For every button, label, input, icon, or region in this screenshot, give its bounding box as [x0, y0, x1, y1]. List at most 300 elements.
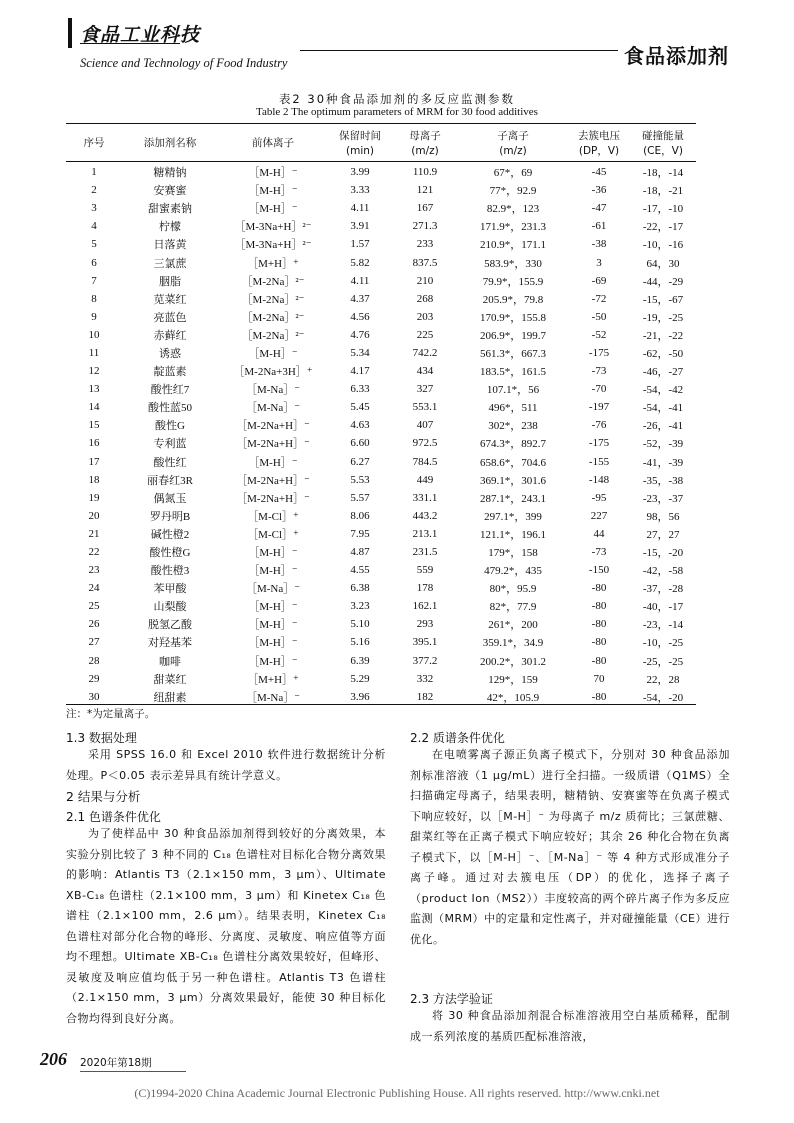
table-cell: 25 — [88, 600, 100, 613]
table-cell: 丽春红3R — [147, 474, 193, 487]
table-cell: -40，-17 — [642, 601, 684, 614]
table-cell: 434 — [416, 365, 434, 378]
table-body — [66, 163, 696, 706]
table-cell: 山梨酸 — [153, 601, 187, 614]
table-cell: 213.1 — [412, 527, 438, 540]
table-row — [66, 163, 696, 181]
table-cell: 107.1*，56 — [486, 384, 540, 397]
table-cell: ［M-H］⁻ — [248, 655, 298, 668]
table-cell: -72 — [591, 292, 607, 305]
table-cell: 210.9*，171.1 — [480, 239, 546, 252]
table-cell: 359.1*，34.9 — [482, 637, 544, 650]
table-cell: 206.9*，199.7 — [480, 329, 546, 342]
table-row — [66, 688, 696, 706]
table-cell: 酸性红7 — [150, 384, 190, 397]
table-cell: 205.9*，79.8 — [482, 293, 544, 306]
table-cell: 293 — [416, 618, 434, 631]
table-row — [66, 380, 696, 398]
table-cell: 28 — [88, 654, 100, 667]
table-cell: ［M-2Na］²⁻ — [241, 311, 305, 324]
table-cell: 80*，95.9 — [489, 583, 537, 596]
table-cell: -41，-39 — [642, 456, 684, 469]
table-cell: -80 — [591, 582, 607, 595]
table-cell: 5.57 — [350, 491, 370, 504]
footer-rule — [80, 1071, 186, 1072]
table-cell: 18 — [88, 473, 100, 486]
header-bar — [68, 18, 72, 48]
table-cell: 赤藓红 — [153, 329, 187, 342]
table-cell: 5 — [91, 238, 97, 251]
table-cell: 395.1 — [412, 636, 438, 649]
table-cell: ［M-H］⁻ — [248, 637, 298, 650]
table-cell: ［M-H］⁻ — [248, 547, 298, 560]
table-row — [66, 217, 696, 235]
table-cell: 柠檬 — [159, 221, 181, 234]
table-row — [66, 489, 696, 507]
table-cell: 17 — [88, 455, 100, 468]
table-cell: 22 — [88, 546, 100, 559]
table-cell: 369.1*，301.6 — [480, 474, 546, 487]
table-cell: 12 — [88, 365, 100, 378]
table-cell: -47 — [591, 202, 607, 215]
table-cell: 233 — [416, 238, 434, 251]
table-cell: 583.9*，330 — [484, 257, 542, 270]
table-cell: 3.33 — [350, 184, 370, 197]
table-cell: 4.56 — [350, 310, 370, 323]
table-cell: 苯甲酸 — [153, 583, 187, 596]
table-cell: ［M-Cl］⁺ — [247, 528, 299, 541]
table-cell: -45 — [591, 166, 607, 179]
table-cell: 3.23 — [350, 600, 370, 613]
table-row — [66, 453, 696, 471]
table-cell: -15，-67 — [642, 293, 684, 306]
table-cell: 日落黄 — [153, 239, 187, 252]
table-cell: ［M-3Na+H］²⁻ — [234, 221, 312, 234]
table-cell: 407 — [416, 419, 434, 432]
table-cell: ［M-H］⁻ — [248, 619, 298, 632]
column-header: 母离子 (m/z) — [409, 129, 441, 157]
column-header: 保留时间 (min) — [339, 129, 381, 157]
table-cell: 287.1*，243.1 — [480, 492, 546, 505]
table-cell: 110.9 — [412, 166, 438, 179]
table-header-row — [66, 124, 696, 163]
table-cell: 210 — [416, 274, 434, 287]
table-cell: 4.63 — [350, 419, 370, 432]
table-cell: 203 — [416, 310, 434, 323]
table-cell: 16 — [88, 437, 100, 450]
table-cell: 酸性蓝50 — [148, 402, 192, 415]
table-cell: -36 — [591, 184, 607, 197]
section-2-1-text: 为了使样品中 30 种食品添加剂得到较好的分离效果，本实验分别比较了 3 种不同的 C₁₈ 色谱柱对目标化合物分离效果的影响：Atlantis T3（2.1×150 mm，3 μm）、Ultimate XB-C₁₈ 色谱柱（2.1×100 mm，3 μm）和 Kinetex C₁₈ 色谱柱（2.1×100 mm，2.6 μm）。结果表明，Kinetex C₁₈ 色谱柱对部分化合物的峰形、分离度、灵敏度、响应值等方面均不理想。Ultimate XB-C₁₈ 色谱柱分离效果较好，但峰形、灵敏度及响应值均低于另一种色谱柱。Atlantis T3 色谱柱（2.1×150 mm，3 μm）分离效果最好，能使 30 种目标化合物均得到良好分离。 — [66, 827, 386, 1025]
table-cell: ［M-Na］⁻ — [245, 402, 301, 415]
table-cell: -69 — [591, 274, 607, 287]
table-row — [66, 344, 696, 362]
table-cell: 496*，511 — [488, 402, 538, 415]
table-cell: 121.1*，196.1 — [480, 528, 546, 541]
table-title-cn: 表2 30种食品添加剂的多反应监测参数 — [278, 92, 516, 106]
table-cell: 972.5 — [412, 437, 438, 450]
table-cell: 碱性橙2 — [150, 528, 190, 541]
table-cell: 268 — [416, 292, 434, 305]
table-cell: -73 — [591, 546, 607, 559]
table-cell: 30 — [88, 690, 100, 703]
table-cell: -35，-38 — [642, 474, 684, 487]
table-cell: 糖精钠 — [153, 167, 187, 180]
table-cell: -95 — [591, 491, 607, 504]
table-row — [66, 272, 696, 290]
table-cell: -52 — [591, 328, 607, 341]
table-cell: ［M+H］⁺ — [247, 673, 299, 686]
table-cell: ［M-Na］⁻ — [245, 583, 301, 596]
table-cell: 4.17 — [350, 365, 370, 378]
table-cell: 44 — [593, 527, 605, 540]
table-cell: 22，28 — [646, 673, 680, 686]
table-cell: 8.06 — [350, 509, 370, 522]
table-cell: ［M-2Na+H］⁻ — [236, 492, 310, 505]
table-cell: -23，-37 — [642, 492, 684, 505]
table-cell: ［M-2Na］²⁻ — [241, 293, 305, 306]
table-cell: 酸性G — [155, 420, 185, 433]
table-row — [66, 525, 696, 543]
table-cell: 121 — [416, 184, 434, 197]
table-row — [66, 507, 696, 525]
table-cell: -73 — [591, 365, 607, 378]
table-cell: 6.38 — [350, 582, 370, 595]
table-cell: 甜菜红 — [153, 673, 187, 686]
table-cell: 674.3*，892.7 — [480, 438, 546, 451]
table-cell: 6.27 — [350, 455, 370, 468]
section-2-title: 2 结果与分析 — [66, 789, 141, 804]
table-cell: 170.9*，155.8 — [480, 311, 546, 324]
table-row — [66, 326, 696, 344]
table-cell: -44，-29 — [642, 275, 684, 288]
table-cell: -54，-20 — [642, 691, 684, 704]
table-cell: 559 — [416, 564, 434, 577]
table-cell: 对羟基苯 — [148, 637, 192, 650]
table-row — [66, 253, 696, 271]
table-cell: 225 — [416, 328, 434, 341]
table-cell: -19，-25 — [642, 311, 684, 324]
table-cell: ［M-Cl］⁺ — [247, 510, 299, 523]
table-cell: -175 — [588, 346, 610, 359]
table-cell: 靛蓝素 — [153, 366, 187, 379]
table-cell: 271.3 — [412, 220, 438, 233]
table-cell: 67*，69 — [493, 167, 533, 180]
table-cell: ［M-Na］⁻ — [245, 384, 301, 397]
table-cell: ［M-H］⁻ — [248, 203, 298, 216]
table-cell: 98，56 — [646, 510, 680, 523]
table-cell: 偶氮玉 — [153, 492, 187, 505]
table-cell: 561.3*，667.3 — [480, 347, 546, 360]
table-row — [66, 290, 696, 308]
table-cell: -150 — [588, 564, 610, 577]
table-cell: -197 — [588, 401, 610, 414]
journal-title-cn: 食品工业科技 — [80, 24, 201, 46]
column-header: 子离子 (m/z) — [497, 129, 529, 157]
table-cell: ［M-2Na］²⁻ — [241, 329, 305, 342]
table-cell: 2 — [91, 184, 97, 197]
table-cell: 79.9*，155.9 — [482, 275, 544, 288]
table-cell: 5.10 — [350, 618, 370, 631]
table-cell: 129*，159 — [488, 673, 538, 686]
table-cell: 10 — [88, 328, 100, 341]
table-cell: 6 — [91, 256, 97, 269]
table-cell: 4.76 — [350, 328, 370, 341]
table-cell: ［M-2Na+H］⁻ — [236, 420, 310, 433]
table-cell: 200.2*，301.2 — [480, 655, 546, 668]
section-2-2-text: 在电喷雾离子源正负离子模式下，分别对 30 种食品添加剂标准溶液（1 μg/mL）进行全扫描。一级质谱（Q1MS）全扫描确定母离子，结果表明，糖精钠、安赛蜜等在负离子模式下响应较好，以［M-H］⁻ 为母离子 m/z 质荷比；三氯蔗糖、甜菜红等在正离子模式下响应较好；其余 26 种化合物在负离子模式下，以［M-H］⁻、［M-Na］⁻ 等 4 种方式形成准分子离子峰。通过对去簇电压（DP）的优化，选择子离子（product Ion（MS2））丰度较高的两个碎片离子作为多反应监测（MRM）中的定量和定性离子，并对碰撞能量（CE）进行优化。 — [410, 748, 730, 946]
table-row — [66, 633, 696, 651]
table-cell: -62，-50 — [642, 347, 684, 360]
table-cell: -22，-17 — [642, 221, 684, 234]
table-row — [66, 543, 696, 561]
table-cell: 6.39 — [350, 654, 370, 667]
table-cell: -37，-28 — [642, 583, 684, 596]
table-cell: -70 — [591, 383, 607, 396]
section-title: 食品添加剂 — [624, 44, 729, 68]
table-cell: -80 — [591, 600, 607, 613]
table-cell: 21 — [88, 527, 100, 540]
table-cell: 胭脂 — [159, 275, 181, 288]
table-cell: 酸性橙G — [149, 547, 191, 560]
table-cell: 苋菜红 — [153, 293, 187, 306]
table-cell: 7.95 — [350, 527, 370, 540]
table-cell: 179*，158 — [488, 547, 538, 560]
table-cell: -23，-14 — [642, 619, 684, 632]
table-cell: -54，-42 — [642, 384, 684, 397]
table-cell: -25，-25 — [642, 655, 684, 668]
table-cell: ［M-H］⁻ — [248, 185, 298, 198]
section-2-1-title: 2.1 色谱条件优化 — [66, 810, 161, 824]
table-cell: -80 — [591, 618, 607, 631]
header-rule — [300, 50, 618, 51]
table-cell: ［M-2Na］²⁻ — [241, 275, 305, 288]
table-cell: 42*，105.9 — [486, 691, 540, 704]
table-cell: 20 — [88, 509, 100, 522]
table-cell: 1 — [91, 166, 97, 179]
table-cell: 64，30 — [646, 257, 680, 270]
table-cell: 亮蓝色 — [153, 311, 187, 324]
section-1-3-title: 1.3 数据处理 — [66, 731, 137, 745]
table-cell: 449 — [416, 473, 434, 486]
table-cell: 咖啡 — [159, 655, 181, 668]
table-cell: 479.2*，435 — [484, 565, 542, 578]
table-row — [66, 670, 696, 688]
table-cell: ［M-H］⁻ — [248, 167, 298, 180]
table-cell: ［M-3Na+H］²⁻ — [234, 239, 312, 252]
table-cell: 23 — [88, 564, 100, 577]
table-cell: 7 — [91, 274, 97, 287]
table-note: 注：*为定量离子。 — [66, 708, 156, 720]
table-cell: -175 — [588, 437, 610, 450]
table-cell: 77*，92.9 — [489, 185, 537, 198]
table-cell: 4.11 — [350, 202, 370, 215]
table-cell: -18，-14 — [642, 167, 684, 180]
section-2-2-title: 2.2 质谱条件优化 — [410, 731, 505, 745]
table-cell: -148 — [588, 473, 610, 486]
column-header: 前体离子 — [252, 137, 294, 149]
table-cell: 227 — [590, 509, 608, 522]
table-row — [66, 579, 696, 597]
table-cell: 6.33 — [350, 383, 370, 396]
table-cell: 261*，200 — [488, 619, 538, 632]
table-cell: -155 — [588, 455, 610, 468]
table-cell: 182 — [416, 690, 434, 703]
section-1-3-text: 采用 SPSS 16.0 和 Excel 2010 软件进行数据统计分析处理。P＜0.05 表示差异具有统计学意义。 — [66, 748, 386, 782]
table-cell: 162.1 — [412, 600, 438, 613]
table-row — [66, 181, 696, 199]
table-cell: 784.5 — [412, 455, 438, 468]
table-cell: -18，-21 — [642, 185, 684, 198]
table-cell: 专利蓝 — [153, 438, 187, 451]
copyright-line: (C)1994-2020 China Academic Journal Electronic Publishing House. All rights reserved. http://www.cnki.net — [134, 1086, 660, 1100]
table-cell: -61 — [591, 220, 607, 233]
table-cell: 3 — [596, 256, 602, 269]
table-cell: 3.91 — [350, 220, 370, 233]
table-row — [66, 398, 696, 416]
table-row — [66, 199, 696, 217]
table-cell: 70 — [593, 672, 605, 685]
table-cell: -80 — [591, 636, 607, 649]
table-row — [66, 652, 696, 670]
table-cell: 183.5*，161.5 — [480, 366, 546, 379]
table-cell: 13 — [88, 383, 100, 396]
table-cell: ［M-H］⁻ — [248, 456, 298, 469]
table-cell: 553.1 — [412, 401, 438, 414]
table-cell: 29 — [88, 672, 100, 685]
table-cell: 4.11 — [350, 274, 370, 287]
table-cell: 5.82 — [350, 256, 370, 269]
table-cell: ［M-H］⁻ — [248, 347, 298, 360]
table-cell: 19 — [88, 491, 100, 504]
table-cell: -52，-39 — [642, 438, 684, 451]
table-cell: -26，-41 — [642, 420, 684, 433]
column-header: 去簇电压 (DP，V) — [578, 129, 620, 157]
table-cell: 332 — [416, 672, 434, 685]
table-row — [66, 308, 696, 326]
table-cell: 178 — [416, 582, 434, 595]
table-cell: 167 — [416, 202, 434, 215]
table-cell: 82*，77.9 — [489, 601, 537, 614]
table-cell: 5.53 — [350, 473, 370, 486]
table-cell: ［M-H］⁻ — [248, 601, 298, 614]
table-cell: 1.57 — [350, 238, 370, 251]
column-header: 序号 — [83, 137, 105, 149]
table-cell: 26 — [88, 618, 100, 631]
table-cell: 8 — [91, 292, 97, 305]
table-cell: 24 — [88, 582, 100, 595]
table-cell: 4.87 — [350, 546, 370, 559]
table-cell: 纽甜素 — [153, 691, 187, 704]
table-cell: 82.9*，123 — [486, 203, 540, 216]
table-cell: 9 — [91, 310, 97, 323]
column-header: 添加剂名称 — [143, 137, 197, 149]
table-cell: 5.16 — [350, 636, 370, 649]
table-row — [66, 471, 696, 489]
table-cell: 5.45 — [350, 401, 370, 414]
table-cell: -46，-27 — [642, 366, 684, 379]
table-cell: 罗丹明B — [149, 510, 191, 523]
table-cell: 15 — [88, 419, 100, 432]
table-cell: 27，27 — [646, 528, 680, 541]
table-cell: -42，-58 — [642, 565, 684, 578]
table-cell: -80 — [591, 654, 607, 667]
table-cell: 甜蜜素钠 — [148, 203, 192, 216]
table-cell: -50 — [591, 310, 607, 323]
table-cell: -10，-25 — [642, 637, 684, 650]
table-row — [66, 434, 696, 452]
table-cell: 安赛蜜 — [153, 185, 187, 198]
table-cell: 三氯蔗 — [153, 257, 187, 270]
table-row — [66, 597, 696, 615]
table-cell: 327 — [416, 383, 434, 396]
table-cell: 4.37 — [350, 292, 370, 305]
table-row — [66, 235, 696, 253]
section-2-3-title: 2.3 方法学验证 — [410, 992, 493, 1006]
table-cell: -76 — [591, 419, 607, 432]
mrm-parameters-table — [66, 124, 696, 706]
journal-title-en: Science and Technology of Food Industry — [80, 56, 288, 70]
table-title-en: Table 2 The optimum parameters of MRM for 30 food additives — [256, 106, 538, 118]
table-cell: 3 — [91, 202, 97, 215]
table-cell: 6.60 — [350, 437, 370, 450]
table-cell: 443.2 — [412, 509, 438, 522]
table-cell: -21，-22 — [642, 329, 684, 342]
table-row — [66, 561, 696, 579]
table-cell: 742.2 — [412, 346, 438, 359]
table-cell: -80 — [591, 690, 607, 703]
table-cell: -10，-16 — [642, 239, 684, 252]
table-cell: 27 — [88, 636, 100, 649]
column-header: 碰撞能量 (CE，V) — [642, 129, 684, 157]
table-cell: 3.96 — [350, 690, 370, 703]
table-cell: 脱氢乙酸 — [148, 619, 192, 632]
issue-label: 2020年第18期 — [80, 1057, 152, 1069]
table-cell: 331.1 — [412, 491, 438, 504]
table-cell: 酸性橙3 — [150, 565, 190, 578]
table-cell: -38 — [591, 238, 607, 251]
table-cell: 231.5 — [412, 546, 438, 559]
page-number: 206 — [40, 1049, 67, 1069]
table-cell: 4.55 — [350, 564, 370, 577]
table-cell: ［M-2Na+H］⁻ — [236, 438, 310, 451]
table-cell: ［M-Na］⁻ — [245, 691, 301, 704]
header-underline — [80, 43, 180, 44]
table-cell: ［M-H］⁻ — [248, 565, 298, 578]
table-cell: 4 — [91, 220, 97, 233]
table-cell: 5.29 — [350, 672, 370, 685]
table-cell: 658.6*，704.6 — [480, 456, 546, 469]
table-cell: 5.34 — [350, 346, 370, 359]
table-cell: 837.5 — [412, 256, 438, 269]
table-row — [66, 416, 696, 434]
section-2-3-text: 将 30 种食品添加剂混合标准溶液用空白基质稀释，配制成一系列浓度的基质匹配标准溶液， — [410, 1009, 730, 1043]
table-row — [66, 615, 696, 633]
table-cell: 171.9*，231.3 — [480, 221, 546, 234]
table-cell: 3.99 — [350, 166, 370, 179]
table-cell: -17，-10 — [642, 203, 684, 216]
table-cell: 377.2 — [412, 654, 438, 667]
table-cell: 14 — [88, 401, 100, 414]
table-cell: 诱惑 — [159, 347, 181, 360]
table-cell: ［M-2Na+3H］⁺ — [233, 366, 313, 379]
table-cell: 302*，238 — [488, 420, 538, 433]
table-cell: ［M-2Na+H］⁻ — [236, 474, 310, 487]
table-cell: 11 — [88, 346, 100, 359]
table-cell: 酸性红 — [153, 456, 187, 469]
table-cell: 297.1*，399 — [484, 510, 542, 523]
table-cell: -15，-20 — [642, 547, 684, 560]
